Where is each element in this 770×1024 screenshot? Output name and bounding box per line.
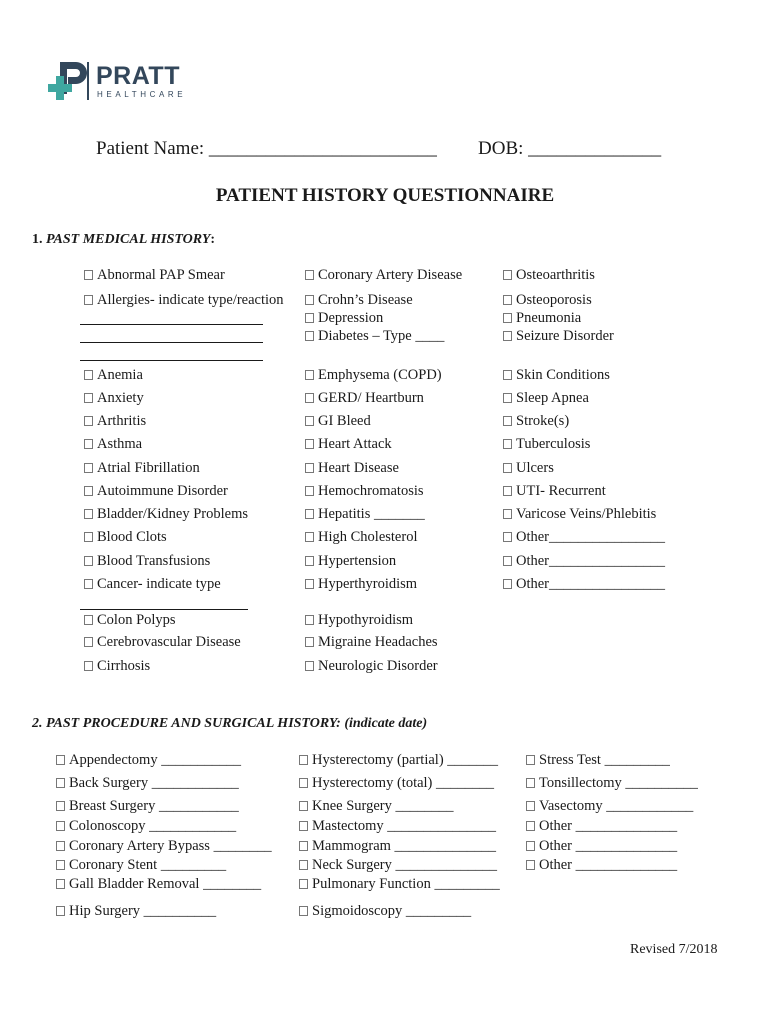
checklist-item <box>526 817 677 835</box>
checklist-label: Colonoscopy ____________ <box>69 818 237 834</box>
checklist-item <box>503 327 614 345</box>
checklist-item <box>305 633 438 651</box>
checklist-item <box>503 266 595 284</box>
checklist-item <box>503 552 665 570</box>
checkbox[interactable] <box>305 463 314 473</box>
checklist-item <box>84 633 241 651</box>
checkbox[interactable] <box>503 416 512 426</box>
checklist-item <box>84 366 143 384</box>
checklist-item <box>503 459 554 477</box>
checklist-label: Other________________ <box>516 553 666 569</box>
checkbox[interactable] <box>84 532 93 542</box>
cancer-type-line[interactable] <box>80 609 248 610</box>
checklist-label: Seizure Disorder <box>516 328 614 344</box>
checklist-item <box>56 875 261 893</box>
checkbox[interactable] <box>305 637 314 647</box>
checklist-label: Migraine Headaches <box>318 634 438 650</box>
checkbox[interactable] <box>526 778 535 788</box>
checklist-label: Tuberculosis <box>516 436 591 452</box>
checklist-item <box>305 505 425 523</box>
checklist-item <box>84 575 221 593</box>
checklist-item <box>84 435 142 453</box>
checkbox[interactable] <box>84 416 93 426</box>
checkbox[interactable] <box>84 637 93 647</box>
checklist-label: Osteoarthritis <box>516 267 595 283</box>
checkbox[interactable] <box>305 579 314 589</box>
checklist-label: Cerebrovascular Disease <box>97 634 241 650</box>
checklist-item <box>56 774 239 792</box>
checklist-item <box>305 412 371 430</box>
checklist-item <box>305 309 383 327</box>
checklist-item <box>526 797 693 815</box>
checklist-label: Tonsillectomy __________ <box>539 775 698 791</box>
checkbox[interactable] <box>84 295 93 305</box>
checklist-item <box>84 505 248 523</box>
checklist-item <box>84 552 210 570</box>
checklist-label: Anxiety <box>97 390 144 406</box>
checklist-label: Hip Surgery __________ <box>69 903 217 919</box>
checkbox[interactable] <box>84 463 93 473</box>
checkbox[interactable] <box>503 313 512 323</box>
checklist-label: Varicose Veins/Phlebitis <box>516 506 657 522</box>
checklist-item <box>305 266 462 284</box>
checkbox[interactable] <box>305 416 314 426</box>
checklist-label: Stroke(s) <box>516 413 570 429</box>
checklist-label: Mammogram ______________ <box>312 838 497 854</box>
checklist-label: Hepatitis _______ <box>318 506 425 522</box>
checklist-item <box>84 412 146 430</box>
checklist-label: Allergies- indicate type/reaction <box>97 292 284 308</box>
checklist-label: Autoimmune Disorder <box>97 483 228 499</box>
checkbox[interactable] <box>503 579 512 589</box>
checklist-item <box>305 528 417 546</box>
checklist-item <box>526 774 698 792</box>
checkbox[interactable] <box>503 556 512 566</box>
checklist-label: Cancer- indicate type <box>97 576 221 592</box>
checklist-label: Blood Transfusions <box>97 553 211 569</box>
checklist-item <box>305 575 417 593</box>
checklist-item <box>305 291 413 309</box>
checkbox[interactable] <box>84 393 93 403</box>
checklist-label: Diabetes – Type ____ <box>318 328 445 344</box>
checklist-label: Neurologic Disorder <box>318 658 438 674</box>
checkbox[interactable] <box>299 821 308 831</box>
checkbox[interactable] <box>503 463 512 473</box>
checklist-item <box>503 505 656 523</box>
section-1-heading: 1. PAST MEDICAL HISTORY: <box>32 232 216 247</box>
checkbox[interactable] <box>56 778 65 788</box>
checkbox[interactable] <box>56 841 65 851</box>
checkbox[interactable] <box>503 270 512 280</box>
checklist-item <box>503 412 569 430</box>
checklist-item <box>84 459 200 477</box>
checklist-item <box>526 751 670 769</box>
checklist-label: Hemochromatosis <box>318 483 424 499</box>
checklist-item <box>56 751 241 769</box>
checklist-label: Ulcers <box>516 460 554 476</box>
checklist-item <box>305 389 424 407</box>
checklist-item <box>299 751 498 769</box>
checkbox[interactable] <box>305 509 314 519</box>
checkbox[interactable] <box>503 370 512 380</box>
checkbox[interactable] <box>526 801 535 811</box>
checklist-item <box>56 902 216 920</box>
checklist-item <box>299 875 500 893</box>
checklist-item <box>56 817 236 835</box>
checkbox[interactable] <box>56 801 65 811</box>
checkbox[interactable] <box>526 821 535 831</box>
checklist-label: Osteoporosis <box>516 292 592 308</box>
checklist-item <box>305 459 399 477</box>
checklist-item <box>503 366 610 384</box>
checkbox[interactable] <box>305 295 314 305</box>
checklist-label: Neck Surgery ______________ <box>312 857 497 873</box>
checklist-label: Knee Surgery ________ <box>312 798 454 814</box>
checkbox[interactable] <box>299 906 308 916</box>
checklist-label: Crohn’s Disease <box>318 292 413 308</box>
checkbox[interactable] <box>299 778 308 788</box>
checkbox[interactable] <box>305 532 314 542</box>
logo-divider <box>87 62 89 100</box>
checkbox[interactable] <box>503 393 512 403</box>
checklist-label: Abnormal PAP Smear <box>97 267 225 283</box>
section-2-heading: 2. PAST PROCEDURE AND SURGICAL HISTORY: (indicate date) <box>32 716 428 731</box>
checklist-label: GERD/ Heartburn <box>318 390 424 406</box>
checkbox[interactable] <box>84 579 93 589</box>
checkbox[interactable] <box>503 439 512 449</box>
checklist-item <box>84 482 228 500</box>
allergies-line-2[interactable] <box>80 342 263 343</box>
checklist-item <box>299 837 496 855</box>
checklist-label: Blood Clots <box>97 529 167 545</box>
checklist-label: Skin Conditions <box>516 367 610 383</box>
checkbox[interactable] <box>305 331 314 341</box>
checklist-label: Vasectomy ____________ <box>539 798 694 814</box>
checklist-label: Stress Test _________ <box>539 752 670 768</box>
checklist-label: Sigmoidoscopy _________ <box>312 903 472 919</box>
checklist-label: Cirrhosis <box>97 658 151 674</box>
checklist-item <box>84 528 167 546</box>
page-title: PATIENT HISTORY QUESTIONNAIRE <box>215 185 555 206</box>
checklist-label: Hyperthyroidism <box>318 576 418 592</box>
checklist-label: GI Bleed <box>318 413 371 429</box>
checklist-item <box>526 856 677 874</box>
checkbox[interactable] <box>503 295 512 305</box>
checkbox[interactable] <box>299 860 308 870</box>
checkbox[interactable] <box>84 270 93 280</box>
checklist-item <box>299 856 497 874</box>
checklist-item <box>305 657 438 675</box>
patient-name-field[interactable]: Patient Name: ________________________ <box>96 138 437 159</box>
checkbox[interactable] <box>305 393 314 403</box>
checkbox[interactable] <box>299 755 308 765</box>
checkbox[interactable] <box>305 615 314 625</box>
checklist-label: Bladder/Kidney Problems <box>97 506 249 522</box>
checklist-item <box>56 837 272 855</box>
checklist-label: Coronary Stent _________ <box>69 857 227 873</box>
checklist-label: Hypertension <box>318 553 397 569</box>
checklist-label: Pneumonia <box>516 310 582 326</box>
brand-name: PRATT <box>96 62 180 90</box>
checkbox[interactable] <box>56 755 65 765</box>
checklist-label: Sleep Apnea <box>516 390 589 406</box>
checklist-item <box>305 482 424 500</box>
checkbox[interactable] <box>503 532 512 542</box>
checklist-label: Breast Surgery ___________ <box>69 798 239 814</box>
checkbox[interactable] <box>56 906 65 916</box>
checklist-item <box>503 309 581 327</box>
checkbox[interactable] <box>305 439 314 449</box>
checklist-item <box>299 797 454 815</box>
logo-mark-icon <box>46 58 90 106</box>
checklist-item <box>503 435 590 453</box>
checklist-item <box>299 817 496 835</box>
checklist-item <box>84 657 150 675</box>
checklist-label: UTI- Recurrent <box>516 483 606 499</box>
checklist-item <box>56 856 226 874</box>
checklist-label: Emphysema (COPD) <box>318 367 442 383</box>
checkbox[interactable] <box>84 439 93 449</box>
checkbox[interactable] <box>526 755 535 765</box>
checkbox[interactable] <box>503 486 512 496</box>
checklist-label: Depression <box>318 310 384 326</box>
checklist-label: Coronary Artery Disease <box>318 267 463 283</box>
dob-field[interactable]: DOB: ______________ <box>478 138 662 159</box>
checklist-item <box>305 366 442 384</box>
checklist-item <box>84 266 225 284</box>
checklist-item <box>526 837 677 855</box>
checkbox[interactable] <box>305 313 314 323</box>
checkbox[interactable] <box>299 841 308 851</box>
checkbox[interactable] <box>56 879 65 889</box>
checklist-item <box>84 291 284 309</box>
checklist-item <box>299 774 494 792</box>
checklist-item <box>56 797 239 815</box>
checkbox[interactable] <box>84 615 93 625</box>
checklist-item <box>305 552 396 570</box>
checklist-label: Other ______________ <box>539 857 678 873</box>
checkbox[interactable] <box>84 370 93 380</box>
checklist-label: High Cholesterol <box>318 529 418 545</box>
checkbox[interactable] <box>84 661 93 671</box>
checklist-label: Atrial Fibrillation <box>97 460 200 476</box>
checklist-label: Hysterectomy (partial) _______ <box>312 752 499 768</box>
checklist-item <box>305 327 444 345</box>
checklist-item <box>84 389 144 407</box>
checklist-item <box>503 291 592 309</box>
checklist-label: Appendectomy ___________ <box>69 752 241 768</box>
checkbox[interactable] <box>84 556 93 566</box>
checklist-item <box>503 528 665 546</box>
checkbox[interactable] <box>305 556 314 566</box>
checklist-label: Other ______________ <box>539 818 678 834</box>
checkbox[interactable] <box>56 860 65 870</box>
checkbox[interactable] <box>305 370 314 380</box>
checkbox[interactable] <box>299 879 308 889</box>
checklist-label: Other________________ <box>516 576 666 592</box>
revised-date: Revised 7/2018 <box>630 942 718 957</box>
checklist-label: Other ______________ <box>539 838 678 854</box>
checklist-item <box>305 435 392 453</box>
checkbox[interactable] <box>84 509 93 519</box>
checklist-item <box>503 575 665 593</box>
checklist-label: Colon Polyps <box>97 612 176 628</box>
checklist-label: Back Surgery ____________ <box>69 775 239 791</box>
brand-subtitle: HEALTHCARE <box>97 90 187 99</box>
allergies-line-1[interactable] <box>80 324 263 325</box>
checkbox[interactable] <box>305 661 314 671</box>
checklist-label: Coronary Artery Bypass ________ <box>69 838 272 854</box>
checklist-item <box>503 389 589 407</box>
checklist-label: Other________________ <box>516 529 666 545</box>
allergies-line-3[interactable] <box>80 360 263 361</box>
checklist-label: Hysterectomy (total) ________ <box>312 775 495 791</box>
checkbox[interactable] <box>503 509 512 519</box>
checkbox[interactable] <box>56 821 65 831</box>
checklist-item <box>299 902 471 920</box>
checklist-label: Gall Bladder Removal ________ <box>69 876 262 892</box>
checklist-label: Heart Attack <box>318 436 392 452</box>
checkbox[interactable] <box>305 270 314 280</box>
checklist-label: Pulmonary Function _________ <box>312 876 500 892</box>
checklist-label: Heart Disease <box>318 460 399 476</box>
checklist-item <box>305 611 413 629</box>
checklist-label: Mastectomy _______________ <box>312 818 497 834</box>
checklist-label: Arthritis <box>97 413 147 429</box>
checkbox[interactable] <box>305 486 314 496</box>
checklist-label: Asthma <box>97 436 143 452</box>
checkbox[interactable] <box>526 860 535 870</box>
checkbox[interactable] <box>526 841 535 851</box>
checkbox[interactable] <box>503 331 512 341</box>
checkbox[interactable] <box>84 486 93 496</box>
checklist-label: Hypothyroidism <box>318 612 414 628</box>
checkbox[interactable] <box>299 801 308 811</box>
checklist-label: Anemia <box>97 367 143 383</box>
checklist-item <box>84 611 176 629</box>
checklist-item <box>503 482 606 500</box>
